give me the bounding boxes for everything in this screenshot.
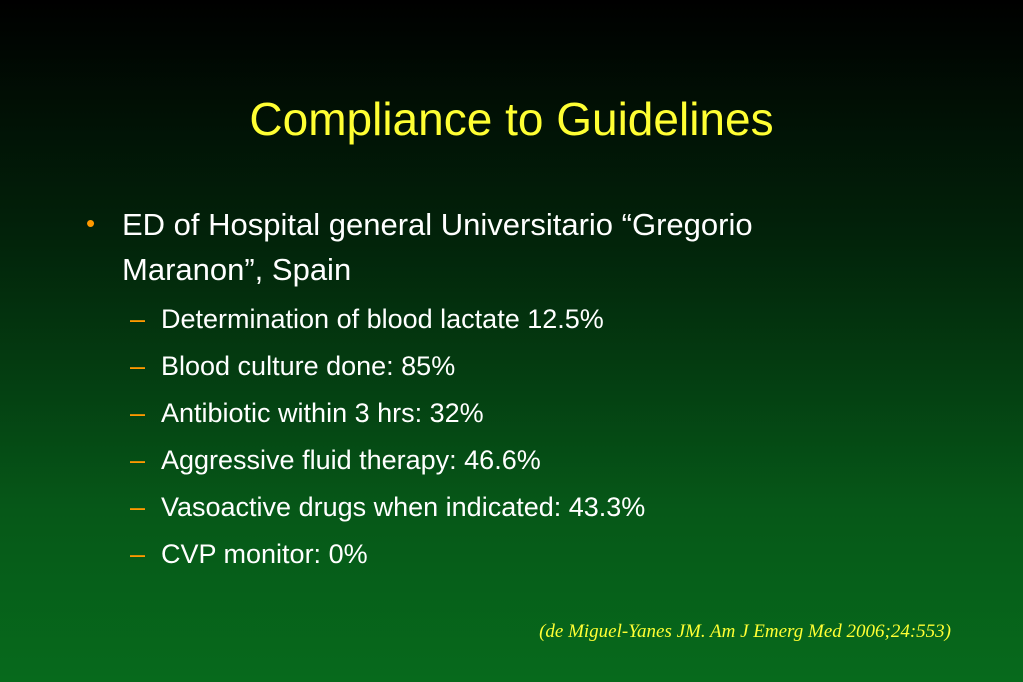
sub-bullet-text: Antibiotic within 3 hrs: 32%: [161, 398, 484, 428]
sub-bullet-item: [130, 296, 986, 343]
sub-bullet-item: [130, 484, 986, 531]
sub-bullet-item: [130, 437, 986, 484]
sub-bullet-text: CVP monitor: 0%: [161, 539, 368, 569]
sub-bullet-text: Blood culture done: 85%: [161, 351, 456, 381]
sub-bullet-marker: –: [130, 304, 146, 334]
sub-bullet-list: [86, 296, 986, 578]
sub-bullet-item: [130, 343, 986, 390]
bullet-item: [86, 202, 986, 292]
sub-bullet-text: Vasoactive drugs when indicated: 43.3%: [161, 492, 646, 522]
sub-bullet-marker: –: [130, 539, 146, 569]
sub-bullet-text: Determination of blood lactate 12.5%: [161, 304, 604, 334]
citation: (de Miguel-Yanes JM. Am J Emerg Med 2006;24:553): [539, 621, 951, 642]
sub-bullet-marker: –: [130, 398, 146, 428]
slide-title: Compliance to Guidelines: [249, 93, 774, 145]
sub-bullet-item: [130, 390, 986, 437]
sub-bullet-item: [130, 531, 986, 578]
sub-bullet-marker: –: [130, 351, 146, 381]
bullet-marker: •: [86, 208, 96, 238]
bullet-text: ED of Hospital general Universitario “Gregorio Maranon”, Spain: [122, 207, 753, 287]
slide-content: [86, 202, 986, 578]
sub-bullet-text: Aggressive fluid therapy: 46.6%: [161, 445, 541, 475]
sub-bullet-marker: –: [130, 445, 146, 475]
sub-bullet-marker: –: [130, 492, 146, 522]
